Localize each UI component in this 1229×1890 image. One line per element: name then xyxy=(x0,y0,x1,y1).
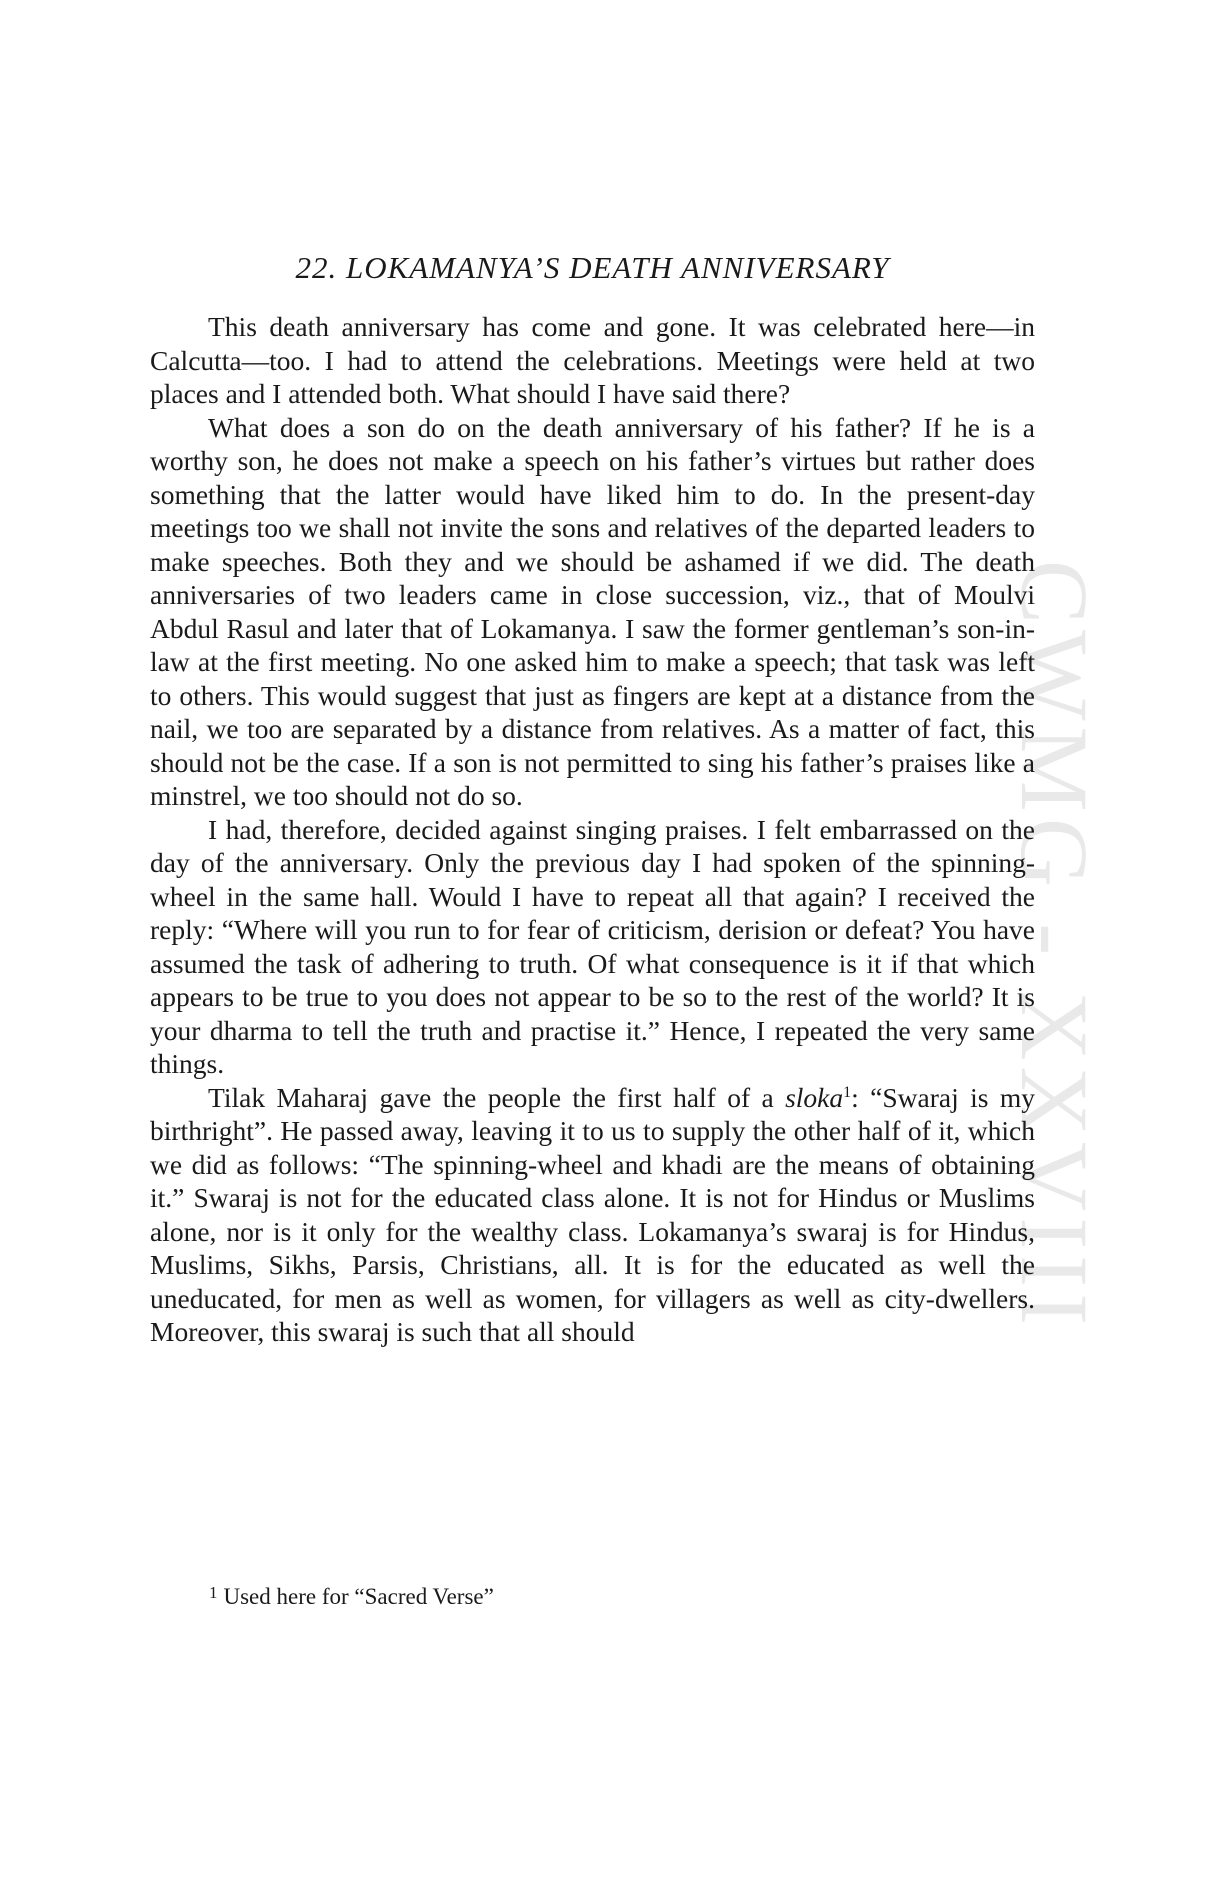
paragraph-2: What does a son do on the death anniversary of his father? If he is a worthy son, he does not make a speech on his father’s virtues but rather does something that the latter would have liked him to do. In the present-day meetings too we shall not invite the sons and relatives of the departed leaders to make speeches. Both they and we should be ashamed if we did. The death anniversaries of two leaders came in close succession, viz., that of Moulvi Abdul Rasul and later that of Lokamanya. I saw the former gentleman’s son-in-law at the first meeting. No one asked him to make a speech; that task was left to others. This would suggest that just as fingers are kept at a distance from the nail, we too are separated by a distance from relatives. As a matter of fact, this should not be the case. If a son is not permitted to sing his father’s praises like a minstrel, we too should not do so. xyxy=(150,411,1035,811)
watermark-text: CWMG - XXVIII xyxy=(1001,559,1109,1331)
page-title: 22. LOKAMANYA’S DEATH ANNIVERSARY xyxy=(295,250,890,285)
footnote-marker: 1 xyxy=(843,1083,852,1101)
paragraph-3: I had, therefore, decided against singing praises. I felt embarrassed on the day of the anniversary. Only the previous day I had spoken of the spinning-wheel in the same hall. Would I have to repeat all that again? I received the reply: “Where will you run to for fear of criticism, derision or defeat? You have assumed the task of adhering to truth. Of what consequence is it if that which appears to be true to you does not appear to be so to the rest of the world? It is your dharma to tell the truth and practise it.” Hence, I repeated the very same things. xyxy=(150,813,1035,1079)
footnote xyxy=(209,1578,494,1612)
body-text xyxy=(150,310,1035,1349)
paragraph-4 xyxy=(150,1081,1035,1349)
sloka-term: sloka xyxy=(785,1081,844,1113)
paragraph-4-rest: : “Swaraj is my birthright”. He passed away, leaving it to us to supply the other half of it, which we did as follows: “The spinning-wheel and khadi are the means of obtaining it.” Swaraj is not for the educated class alone. It is not for Hindus or Muslims alone, nor is it only for the wealthy class. Lokamanya’s swaraj is for Hindus, Muslims, Sikhs, Parsis, Christians, all. It is for the educated as well the uneducated, for men as well as women, for villagers as well as city-dwellers. Moreover, this swaraj is such that all should xyxy=(150,1081,1035,1347)
footnote-text: Used here for “Sacred Verse” xyxy=(223,1584,494,1609)
paragraph-1: This death anniversary has come and gone. It was celebrated here—in Calcutta—too. I had to attend the celebrations. Meetings were held at two places and I attended both. What should I have said there? xyxy=(150,311,1035,409)
footnote-number: 1 xyxy=(209,1583,218,1602)
paragraph-4-start: Tilak Maharaj gave the people the first half of a xyxy=(208,1081,786,1113)
